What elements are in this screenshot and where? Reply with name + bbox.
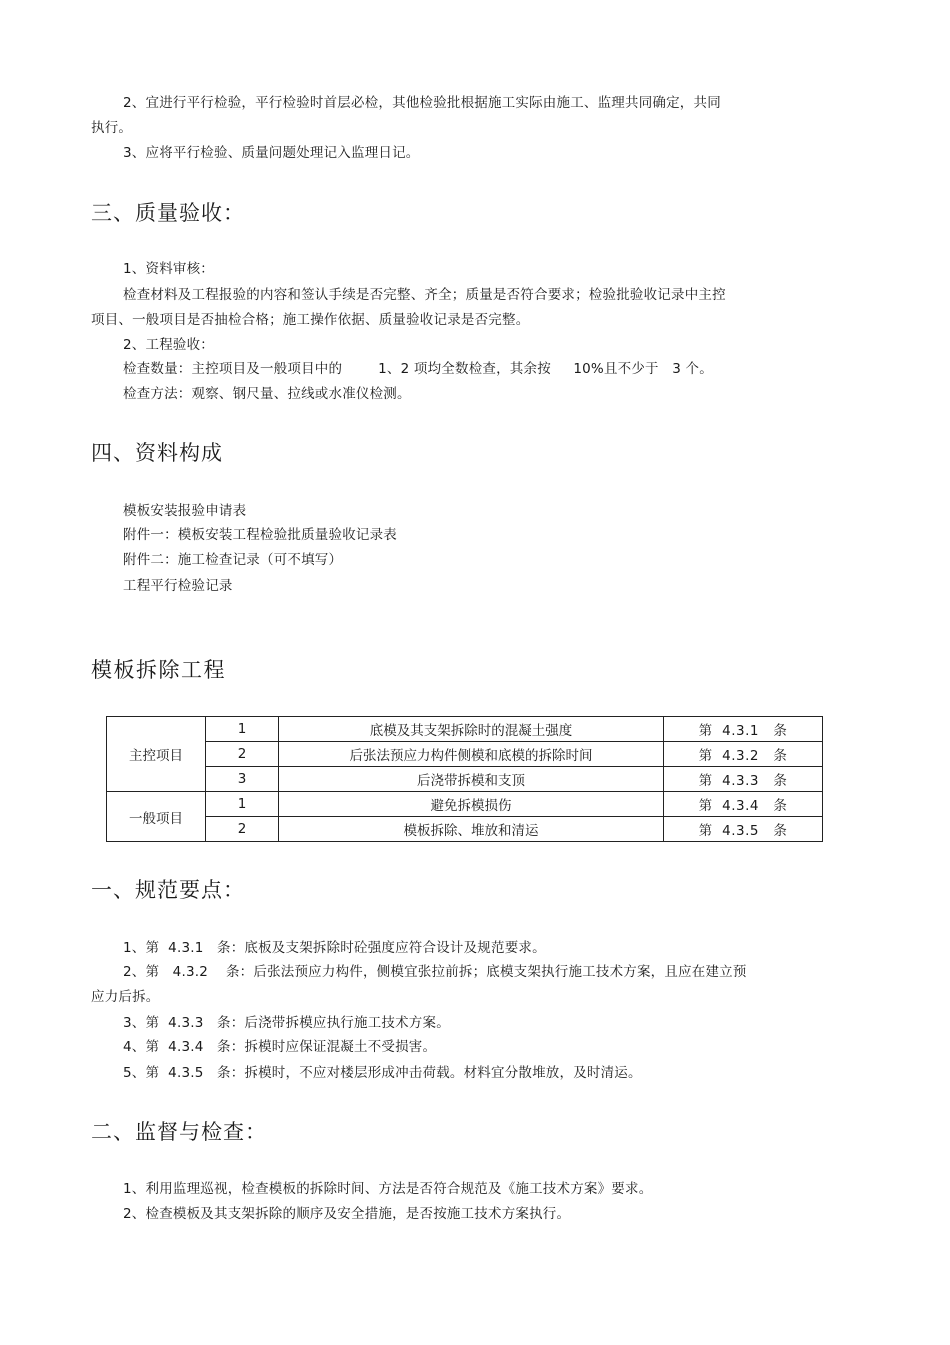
paragraph: 检查方法：观察、钢尺量、拉线或水准仪检测。 [123,386,411,402]
paragraph: 1、利用监理巡视，检查模板的拆除时间、方法是否符合规范及《施工技术方案》要求。 [123,1181,653,1197]
paragraph: 1、第 4.3.1 条：底板及支架拆除时砼强度应符合设计及规范要求。 [123,940,546,956]
section-heading-docs: 四、资料构成 [91,441,223,465]
item-name: 模板拆除、堆放和清运 [279,817,664,842]
clause-ref: 第 4.3.2 条 [664,742,823,767]
table-row [107,767,823,792]
item-number: 3 [206,767,279,792]
table-row [107,742,823,767]
clause-ref: 第 4.3.3 条 [664,767,823,792]
paragraph-continuation: 执行。 [91,120,133,136]
subheading: 2、工程验收： [123,337,214,353]
item-name: 避免拆模损伤 [279,792,664,817]
paragraph: 2、检查模板及其支架拆除的顺序及安全措施，是否按施工技术方案执行。 [123,1206,571,1222]
subheading: 1、资料审核： [123,261,214,277]
table-row [107,817,823,842]
section-heading-spec: 一、规范要点： [91,878,245,902]
paragraph: 4、第 4.3.4 条：拆模时应保证混凝土不受损害。 [123,1039,437,1055]
item-number: 1 [206,792,279,817]
section-heading-quality: 三、质量验收： [91,201,245,225]
item-name: 后浇带拆模和支顶 [279,767,664,792]
item-number: 1 [206,717,279,742]
item-number: 2 [206,817,279,842]
paragraph-continuation: 应力后拆。 [91,989,160,1005]
doc-list-item: 附件一：模板安装工程检验批质量验收记录表 [123,527,397,543]
inspection-items-table [106,716,823,842]
table-row [107,717,823,742]
paragraph: 3、应将平行检验、质量问题处理记入监理日记。 [123,145,420,161]
section-title-removal: 模板拆除工程 [91,658,226,682]
item-name: 底模及其支架拆除时的混凝土强度 [279,717,664,742]
paragraph: 2、第 4.3.2 条：后张法预应力构件，侧模宜张拉前拆；底模支架执行施工技术方案，且应在建立预 [123,964,747,980]
doc-list-item: 附件二：施工检查记录（可不填写） [123,552,343,568]
paragraph-continuation: 项目、一般项目是否抽检合格；施工操作依据、质量验收记录是否完整。 [91,312,530,328]
doc-list-item: 工程平行检验记录 [123,578,233,594]
paragraph: 5、第 4.3.5 条：拆模时，不应对楼层形成冲击荷载。材料宜分散堆放，及时清运。 [123,1065,642,1081]
clause-ref: 第 4.3.4 条 [664,792,823,817]
clause-ref: 第 4.3.1 条 [664,717,823,742]
section-heading-supervise: 二、监督与检查： [91,1120,267,1144]
group-cell: 一般项目 [107,792,206,842]
paragraph: 检查材料及工程报验的内容和签认手续是否完整、齐全；质量是否符合要求；检验批验收记录中主控 [123,287,726,303]
paragraph: 2、宜进行平行检验，平行检验时首层必检，其他检验批根据施工实际由施工、监理共同确定，共同 [123,95,721,111]
paragraph: 3、第 4.3.3 条：后浇带拆模应执行施工技术方案。 [123,1015,450,1031]
doc-list-item: 模板安装报验申请表 [123,503,247,519]
paragraph: 检查数量：主控项目及一般项目中的 1、2 项均全数检查，其余按 10%且不少于 3 个。 [123,361,713,377]
group-cell: 主控项目 [107,717,206,792]
table-row [107,792,823,817]
clause-ref: 第 4.3.5 条 [664,817,823,842]
item-name: 后张法预应力构件侧模和底模的拆除时间 [279,742,664,767]
item-number: 2 [206,742,279,767]
